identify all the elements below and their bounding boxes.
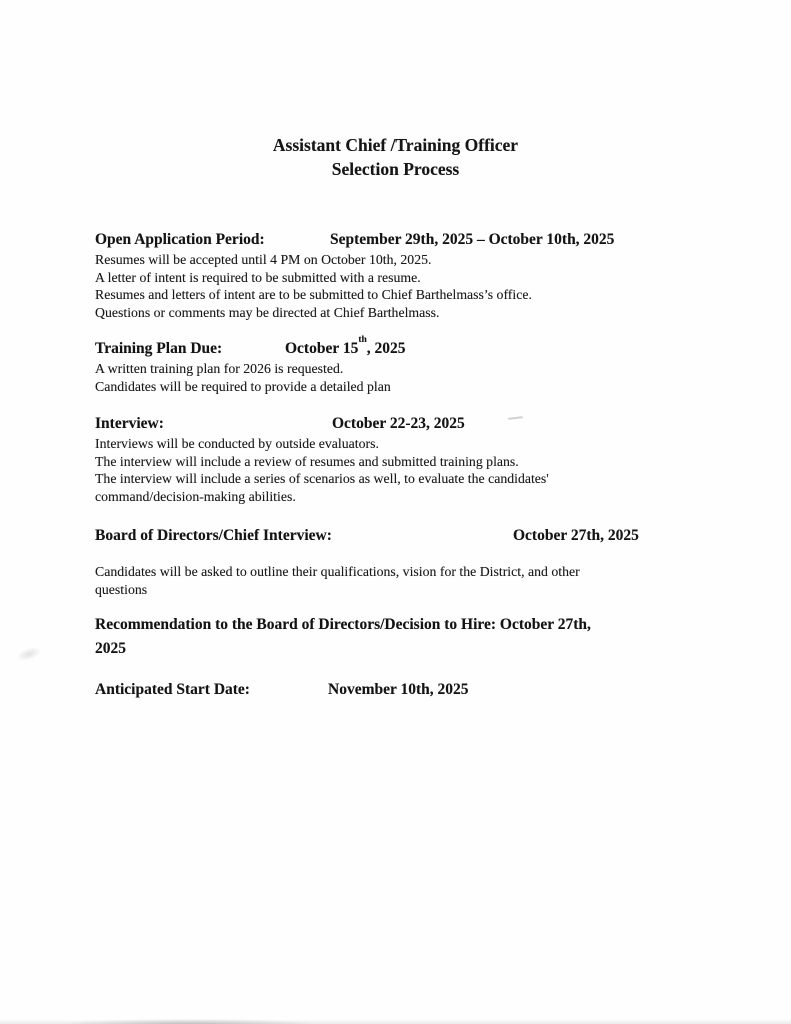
section-heading: Open Application Period: [95, 231, 265, 248]
section-open-application-period [95, 229, 663, 321]
section-body [95, 435, 663, 505]
section-body [95, 563, 663, 598]
body-line: Resumes and letters of intent are to be submitted to Chief Barthelmass’s office. [95, 287, 532, 302]
section-interview [95, 413, 663, 505]
section-heading: Interview: [95, 415, 164, 432]
section-body [95, 360, 663, 395]
section-date: October 22-23, 2025 [332, 415, 465, 432]
body-line: A written training plan for 2026 is requested. [95, 361, 344, 376]
scan-artifact-smudge [15, 644, 43, 663]
heading-line-2: 2025 [95, 640, 126, 657]
body-line: Resumes will be accepted until 4 PM on October 10th, 2025. [95, 252, 432, 267]
section-heading-row [95, 525, 663, 546]
body-line: questions [95, 581, 148, 597]
section-heading [95, 613, 663, 661]
section-body [95, 251, 663, 321]
section-date: October 27th, 2025 [513, 527, 639, 544]
section-recommendation-decision-to-hire [95, 613, 663, 661]
heading-line-1: Recommendation to the Board of Directors/Decision to Hire: October 27th, [95, 616, 591, 633]
body-line: Candidates will be asked to outline their qualifications, vision for the District, and other [95, 564, 580, 579]
body-line: Questions or comments may be directed at Chief Barthelmass. [95, 304, 440, 320]
ordinal-superscript: th [358, 334, 367, 345]
document-title [0, 133, 791, 181]
section-date: September 29th, 2025 – October 10th, 2025 [330, 231, 615, 248]
section-heading: Anticipated Start Date: [95, 681, 250, 698]
section-heading-row [95, 229, 663, 250]
title-line-2: Selection Process [331, 159, 460, 179]
section-heading: Board of Directors/Chief Interview: [95, 527, 332, 544]
body-line: Candidates will be required to provide a detailed plan [95, 378, 391, 394]
scan-bottom-shadow [70, 1019, 310, 1024]
section-board-chief-interview [95, 525, 663, 598]
body-line: command/decision-making abilities. [95, 488, 296, 504]
section-anticipated-start-date [95, 679, 663, 700]
body-line: A letter of intent is required to be submitted with a resume. [95, 269, 421, 285]
body-line: Interviews will be conducted by outside evaluators. [95, 436, 379, 451]
section-date: November 10th, 2025 [328, 681, 469, 698]
title-line-1: Assistant Chief /Training Officer [272, 135, 519, 155]
document-body [95, 229, 663, 700]
section-heading-row [95, 679, 663, 700]
section-date: October 15th, 2025 [285, 334, 406, 357]
body-line: The interview will include a review of resumes and submitted training plans. [95, 453, 519, 469]
body-line: The interview will include a series of scenarios as well, to evaluate the candidates' [95, 471, 549, 486]
section-training-plan-due [95, 334, 663, 395]
section-heading-row [95, 413, 663, 434]
section-heading-row [95, 334, 663, 359]
section-heading: Training Plan Due: [95, 340, 223, 357]
